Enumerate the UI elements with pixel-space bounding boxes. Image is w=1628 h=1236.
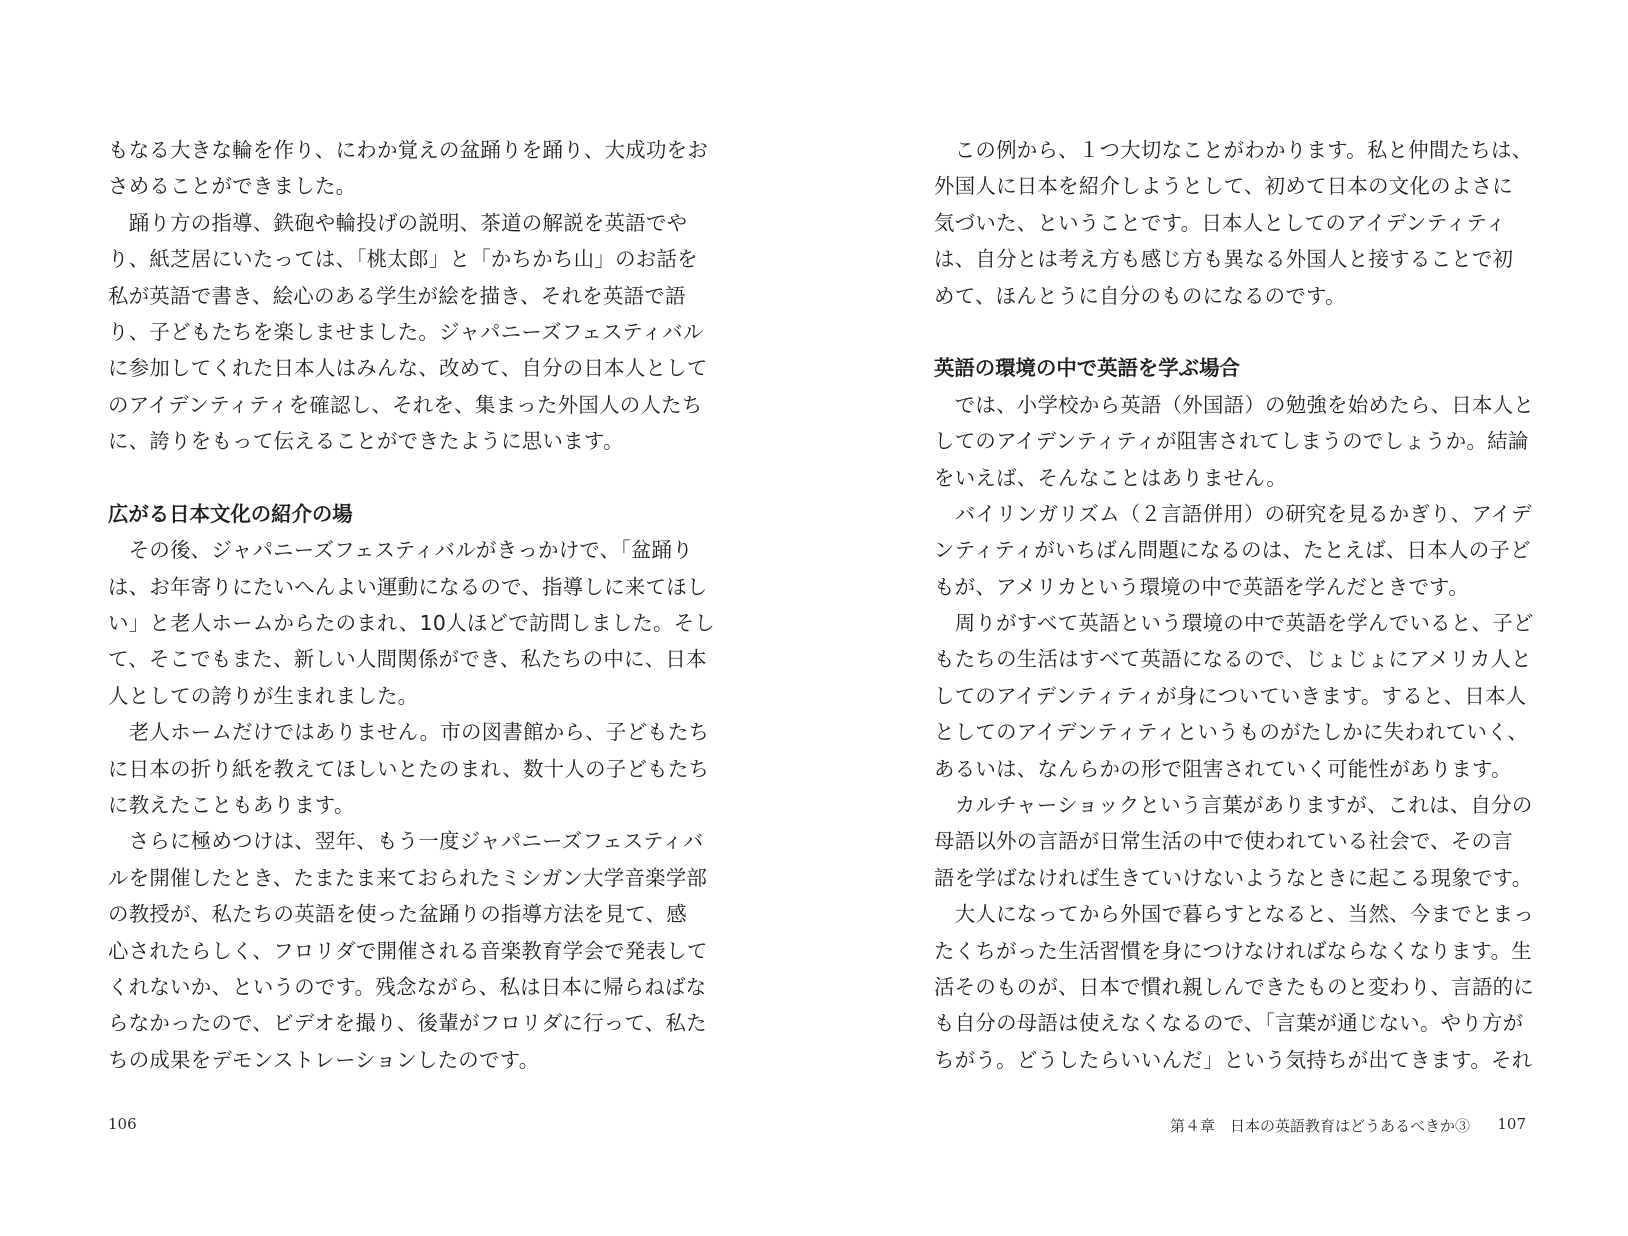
text-line: は、お年寄りにたいへんよい運動になるので、指導しに来てほし <box>108 574 708 599</box>
text-line: 気づいた、ということです。日本人としてのアイデンティティ <box>934 210 1507 235</box>
text-line: に参加してくれた日本人はみんな、改めて、自分の日本人として <box>108 356 708 381</box>
text-line: のアイデンティティを確認し、それを、集まった外国人の人たち <box>108 392 703 417</box>
right-page <box>814 0 1628 1236</box>
text-line: らなかったので、ビデオを撮り、後輩がフロリダに行って、私た <box>108 1011 707 1036</box>
text-line: ンティティがいちばん問題になるのは、たとえば、日本人の子ど <box>934 538 1531 563</box>
text-line: この例から、１つ大切なことがわかります。私と仲間たちは、 <box>934 138 1533 162</box>
text-line: 語を学ばなければ生きていけないようなときに起こる現象です。 <box>934 865 1533 890</box>
text-line: してのアイデンティティが身についていきます。すると、日本人 <box>934 683 1527 708</box>
text-line: あるいは、なんらかの形で阻害されていく可能性があります。 <box>934 756 1512 781</box>
page-number: 106 <box>108 1115 137 1133</box>
text-line: めて、ほんとうに自分のものになるのです。 <box>934 283 1346 308</box>
text-line: くれないか、というのです。残念ながら、私は日本に帰らねばな <box>108 974 707 999</box>
section-gap <box>108 460 702 496</box>
text-line: 活そのものが、日本で慣れ親しんできたものと変わり、言語的に <box>934 974 1535 999</box>
text-line: 私が英語で書き、絵心のある学生が絵を描き、それを英語で語 <box>108 283 686 308</box>
text-line: もが、アメリカという環境の中で英語を学んだときです。 <box>934 574 1469 599</box>
text-line: に教えたこともあります。 <box>108 793 355 818</box>
text-line: 外国人に日本を紹介しようとして、初めて日本の文化のよさに <box>934 174 1513 199</box>
text-line: に、誇りをもって伝えることができたように思います。 <box>108 429 624 454</box>
text-line: 人としての誇りが生まれました。 <box>108 683 419 708</box>
text-line: 心されたらしく、フロリダで開催される音楽教育学会で発表して <box>108 938 708 963</box>
right-text-column <box>934 132 1535 1078</box>
text-line: カルチャーショックという言葉がありますが、これは、自分の <box>934 793 1533 818</box>
text-line: たくちがった生活習慣を身につけなければならなくなります。生 <box>934 938 1532 963</box>
text-line: では、小学校から英語（外国語）の勉強を始めたら、日本人と <box>934 392 1535 417</box>
text-line: してのアイデンティティが阻害されてしまうのでしょうか。結論 <box>934 429 1529 454</box>
text-line: り、子どもたちを楽しませました。ジャパニーズフェスティバル <box>108 319 704 344</box>
section-heading: 英語の環境の中で英語を学ぶ場合 <box>934 356 1240 381</box>
text-line: い」と老人ホームからたのまれ、10人ほどで訪問しました。そし <box>108 611 716 636</box>
text-line: 周りがすべて英語という環境の中で英語を学んでいると、子ど <box>934 611 1534 636</box>
text-line: 踊り方の指導、鉄砲や輪投げの説明、茶道の解説を英語でや <box>108 210 688 235</box>
text-line: をいえば、そんなことはありません。 <box>934 465 1287 490</box>
text-line: り、紙芝居にいたっては、「桃太郎」と「かちかち山」のお話を <box>108 247 698 272</box>
text-line: その後、ジャパニーズフェスティバルがきっかけで、「盆踊り <box>108 538 693 563</box>
text-line: に日本の折り紙を教えてほしいとたのまれ、数十人の子どもたち <box>108 756 710 781</box>
text-line: バイリンガリズム（２言語併用）の研究を見るかぎり、アイデ <box>934 501 1532 526</box>
text-line: 母語以外の言語が日常生活の中で使われている社会で、その言 <box>934 829 1513 854</box>
text-line: としてのアイデンティティというものがたしかに失われていく、 <box>934 720 1529 745</box>
text-line: て、そこでもまた、新しい人間関係ができ、私たちの中に、日本 <box>108 647 707 672</box>
section-gap <box>934 314 1528 350</box>
text-line: の教授が、私たちの英語を使った盆踊りの指導方法を見て、感 <box>108 902 687 927</box>
page-number: 107 <box>1497 1115 1526 1133</box>
text-line: は、自分とは考え方も感じ方も異なる外国人と接することで初 <box>934 247 1514 272</box>
text-line: ちの成果をデモンストレーションしたのです。 <box>108 1047 540 1072</box>
text-line: も自分の母語は使えなくなるので、「言葉が通じない。やり方が <box>934 1011 1524 1036</box>
text-line: 老人ホームだけではありません。市の図書館から、子どもたち <box>108 720 710 745</box>
text-line: さらに極めつけは、翌年、もう一度ジャパニーズフェスティバ <box>108 829 704 854</box>
left-text-column <box>108 132 716 1078</box>
text-line: もなる大きな輪を作り、にわか覚えの盆踊りを踊り、大成功をお <box>108 138 709 162</box>
section-heading: 広がる日本文化の紹介の場 <box>108 501 353 526</box>
running-head: 第４章 日本の英語教育はどうあるべきか③ <box>1169 1117 1470 1135</box>
text-line: ルを開催したとき、たまたま来ておられたミシガン大学音楽学部 <box>108 865 708 890</box>
text-line: さめることができました。 <box>108 174 357 199</box>
text-line: もたちの生活はすべて英語になるので、じょじょにアメリカ人と <box>934 647 1532 672</box>
text-line: 大人になってから外国で暮らすとなると、当然、今までとまっ <box>934 902 1535 927</box>
text-line: ちがう。どうしたらいいんだ」という気持ちが出てきます。それ <box>934 1047 1533 1072</box>
